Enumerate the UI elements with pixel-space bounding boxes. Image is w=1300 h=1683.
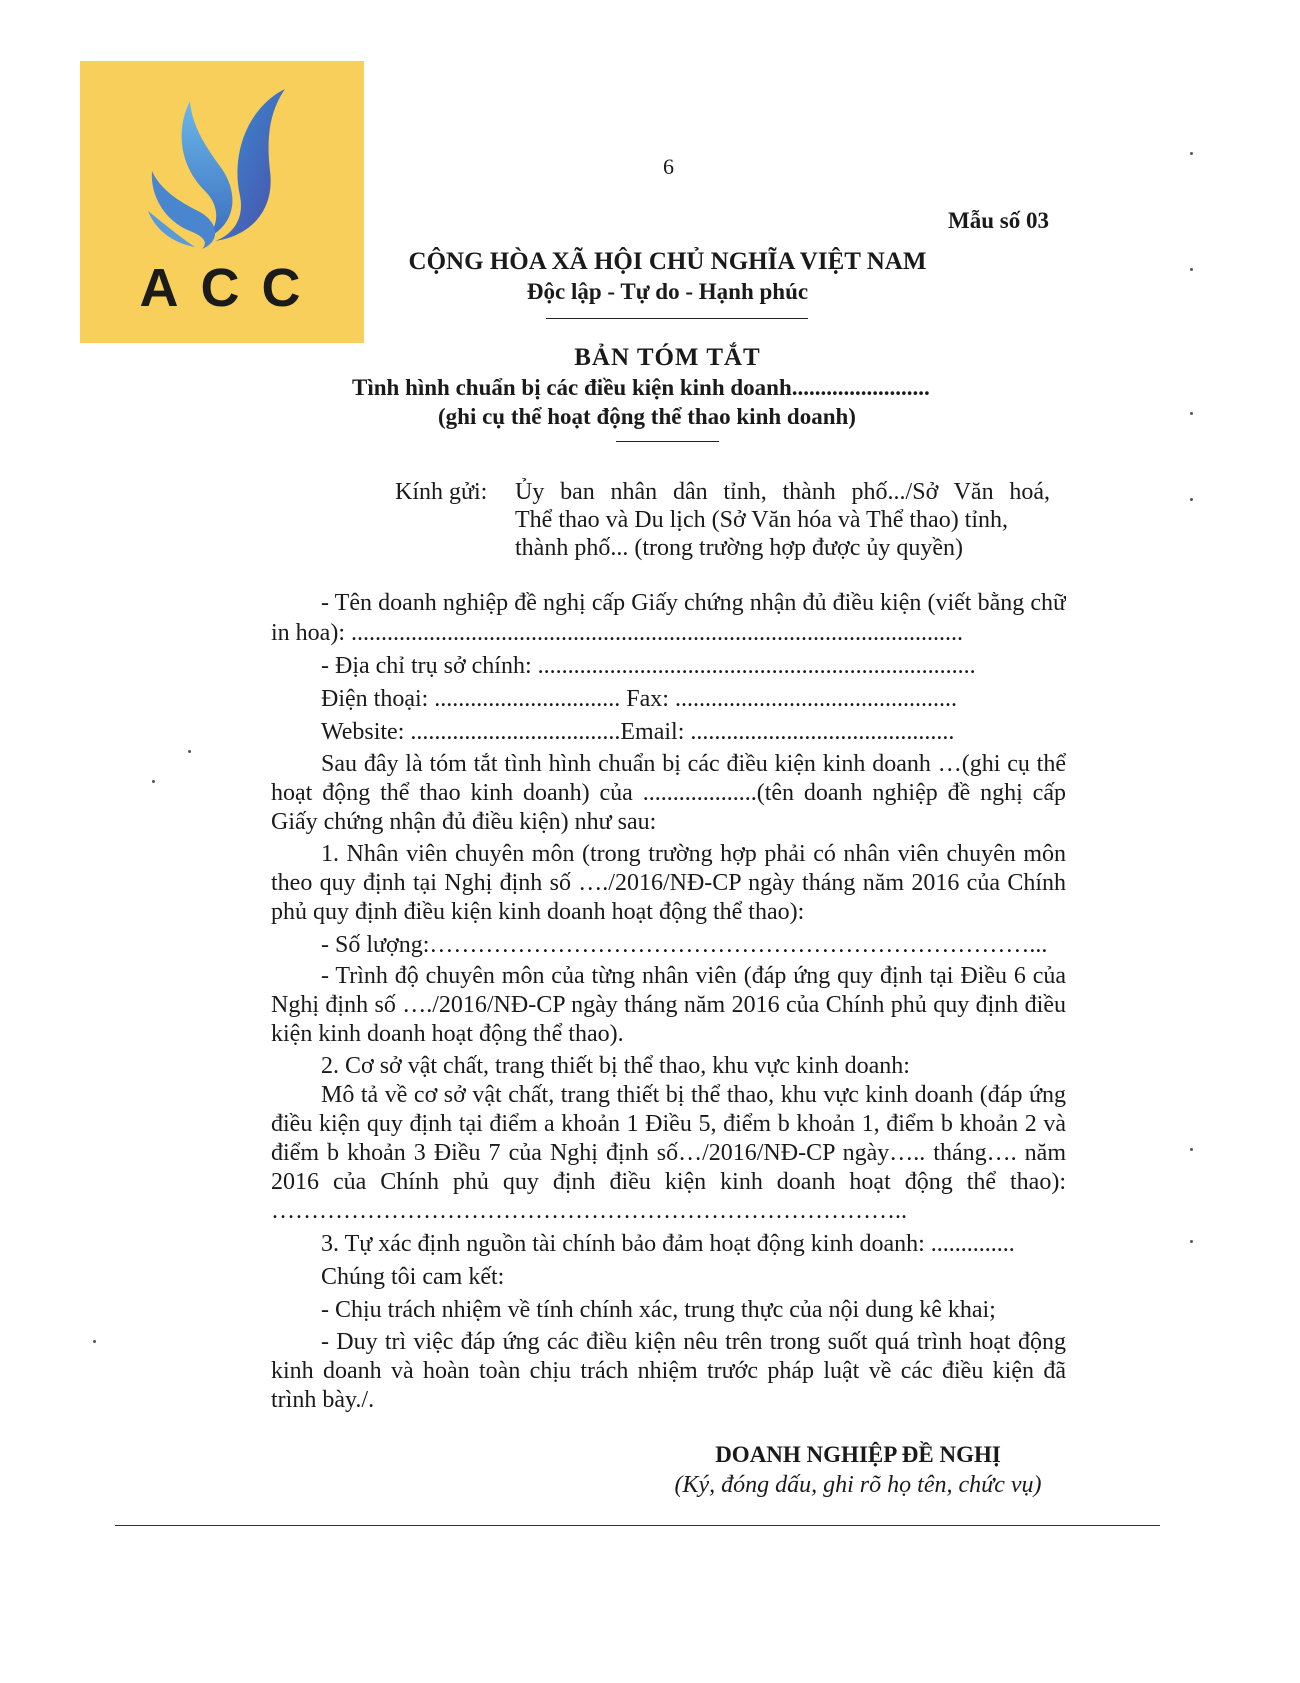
document-subtitle-note: (ghi cụ thể hoạt động thể thao kinh doanh) (438, 404, 856, 429)
scan-speck (1190, 1240, 1193, 1243)
nation-title: CỘNG HÒA XÃ HỘI CHỦ NGHĨA VIỆT NAM (408, 248, 927, 275)
commitment-title: Chúng tôi cam kết: (321, 1264, 505, 1290)
header-divider (546, 318, 808, 319)
website-email-field: Website: ...................................Email: ............................................ (321, 719, 955, 745)
recipient-label: Kính gửi: (395, 479, 488, 505)
intro-paragraph: Sau đây là tóm tắt tình hình chuẩn bị các điều kiện kinh doanh …(ghi cụ thể hoạt động thể thao kinh doanh) của ...................(tên doanh nghiệp đề nghị cấp Giấy chứng nhận đủ điều kiện) như sau: (271, 751, 1066, 835)
commitment-2: - Duy trì việc đáp ứng các điều kiện nêu trên trong suốt quá trình hoạt động kinh doanh và hoàn toàn chịu trách nhiệm trước pháp luật về các điều kiện đã trình bày./. (271, 1329, 1066, 1413)
nation-motto: Độc lập - Tự do - Hạnh phúc (526, 279, 809, 304)
scan-speck (1190, 412, 1193, 415)
recipient-line-3: thành phố... (trong trường hợp được ủy quyền) (515, 535, 964, 561)
recipient-line-2: Thể thao và Du lịch (Sở Văn hóa và Thể thao) tỉnh, (515, 507, 1009, 533)
commitment-1: - Chịu trách nhiệm về tính chính xác, trung thực của nội dung kê khai; (321, 1297, 996, 1323)
scan-speck (93, 1340, 96, 1343)
scan-speck (1190, 152, 1193, 155)
item-2-description: Mô tả về cơ sở vật chất, trang thiết bị thể thao, khu vực kinh doanh (đáp ứng điều kiện quy định tại điểm a khoản 1 Điều 5, điểm b khoản 1, điểm b khoản 2 và điểm b khoản 3 Điều 7 của Nghị định số…/2016/NĐ-CP ngày….. tháng…. năm 2016 của Chính phủ quy định điều kiện kinh doanh hoạt động thể thao): …………………………………………………………………….. (271, 1082, 1066, 1224)
bottom-rule (115, 1525, 1160, 1526)
form-number: Mẫu số 03 (948, 208, 1049, 233)
scan-speck (188, 750, 191, 753)
document-title: BẢN TÓM TẮT (574, 344, 761, 371)
page-number: 6 (663, 154, 674, 179)
form-body (271, 588, 1066, 1415)
item-2-facilities: 2. Cơ sở vật chất, trang thiết bị thể thao, khu vực kinh doanh: (321, 1053, 910, 1079)
item-1-qualification: - Trình độ chuyên môn của từng nhân viên (đáp ứng quy định tại Điều 6 của Nghị định số …./2016/NĐ-CP ngày tháng năm 2016 của Chính phủ quy định điều kiện kinh doanh hoạt động thể thao). (271, 963, 1066, 1047)
item-1-quantity: - Số lượng:…………………………………………………………………... (321, 932, 1048, 958)
document-subtitle: Tình hình chuẩn bị các điều kiện kinh doanh........................ (352, 375, 930, 400)
scan-speck (1190, 268, 1193, 271)
scan-speck (152, 780, 155, 783)
title-divider (616, 441, 719, 442)
logo-text: ACC (139, 258, 323, 318)
recipient-line-1: Ủy ban nhân dân tỉnh, thành phố.../Sở Văn hoá, (515, 479, 1050, 505)
address-field: - Địa chỉ trụ sở chính: ......................................................................... (321, 653, 976, 679)
signature-note: (Ký, đóng dấu, ghi rõ họ tên, chức vụ) (674, 1472, 1042, 1498)
signature-title: DOANH NGHIỆP ĐỀ NGHỊ (715, 1442, 1001, 1467)
acc-logo (80, 61, 364, 343)
item-3-finance: 3. Tự xác định nguồn tài chính bảo đảm hoạt động kinh doanh: .............. (321, 1231, 1015, 1257)
item-1-staff: 1. Nhân viên chuyên môn (trong trường hợp phải có nhân viên chuyên môn theo quy định tại Nghị định số …./2016/NĐ-CP ngày tháng năm 2016 của Chính phủ quy định điều kiện kinh doanh hoạt động thể thao): (271, 841, 1066, 925)
scan-speck (1190, 498, 1193, 501)
company-name-field: - Tên doanh nghiệp đề nghị cấp Giấy chứng nhận đủ điều kiện (viết bằng chữ in hoa): ...................................................................................................... (271, 590, 1066, 646)
phone-fax-field: Điện thoại: ............................... Fax: ............................................... (321, 686, 957, 712)
scan-speck (1190, 1148, 1193, 1151)
